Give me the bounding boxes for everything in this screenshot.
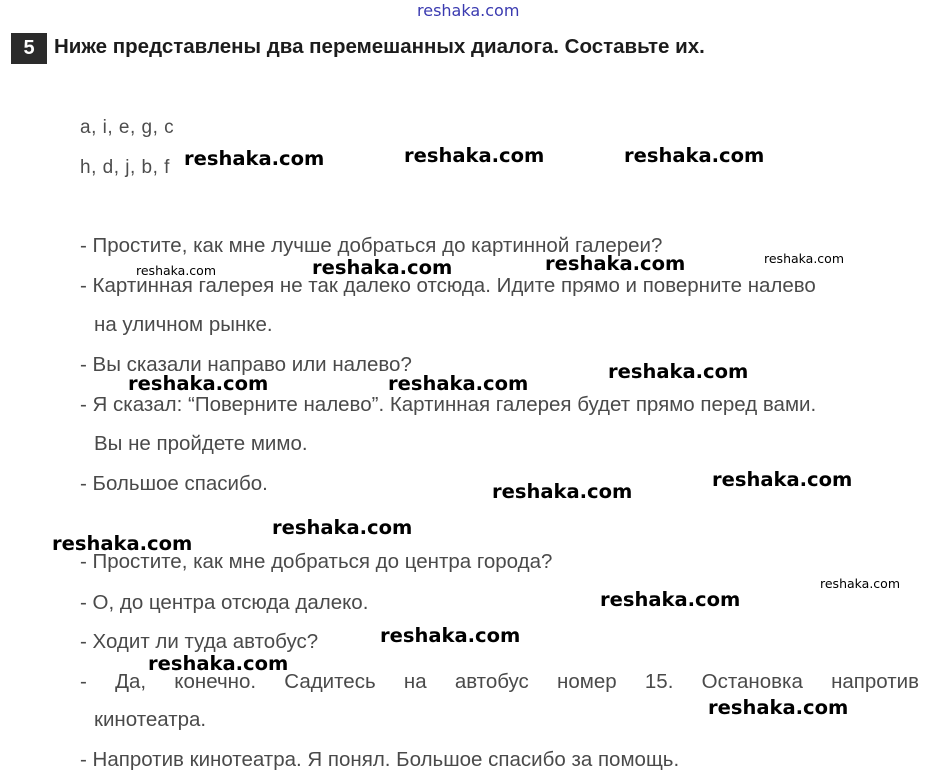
watermark-text: reshaka.com xyxy=(708,696,849,719)
watermark-text: reshaka.com xyxy=(820,576,900,591)
watermark-text: reshaka.com xyxy=(545,252,686,275)
dialog1-line-5: - Большое спасибо. xyxy=(80,472,268,495)
watermark-text: reshaka.com xyxy=(312,256,453,279)
dialog2-line-4: - Да, конечно. Садитесь на автобус номер 15. Остановка напротив xyxy=(80,670,919,693)
answer-line-1: a, i, e, g, c xyxy=(80,117,175,138)
dialog1-line-4: - Я сказал: “Поверните налево”. Картинная галерея будет прямо перед вами. xyxy=(80,393,817,416)
dialog2-line-1: - Простите, как мне добраться до центра города? xyxy=(80,550,553,573)
site-watermark-top[interactable]: reshaka.com xyxy=(417,1,520,20)
watermark-text: reshaka.com xyxy=(608,360,749,383)
dialog1-line-2-cont: на уличном рынке. xyxy=(94,313,273,336)
watermark-text: reshaka.com xyxy=(272,516,413,539)
exercise-heading: Ниже представлены два перемешанных диалога. Составьте их. xyxy=(54,35,705,58)
dialog1-line-1: - Простите, как мне лучше добраться до картинной галереи? xyxy=(80,234,663,257)
watermark-text: reshaka.com xyxy=(764,251,844,266)
dialog2-line-2: - О, до центра отсюда далеко. xyxy=(80,591,369,614)
watermark-text: reshaka.com xyxy=(388,372,529,395)
watermark-text: reshaka.com xyxy=(136,263,216,278)
dialog1-line-4-cont: Вы не пройдете мимо. xyxy=(94,432,308,455)
watermark-text: reshaka.com xyxy=(184,147,325,170)
dialog1-line-2: - Картинная галерея не так далеко отсюда. Идите прямо и поверните налево xyxy=(80,274,816,297)
watermark-text: reshaka.com xyxy=(380,624,521,647)
watermark-text: reshaka.com xyxy=(624,144,765,167)
exercise-number-badge: 5 xyxy=(11,33,47,64)
watermark-text: reshaka.com xyxy=(600,588,741,611)
watermark-text: reshaka.com xyxy=(148,652,289,675)
watermark-text: reshaka.com xyxy=(404,144,545,167)
dialog1-line-3: - Вы сказали направо или налево? xyxy=(80,353,412,376)
dialog2-line-4-cont: кинотеатра. xyxy=(94,708,207,731)
watermark-text: reshaka.com xyxy=(712,468,853,491)
watermark-text: reshaka.com xyxy=(128,372,269,395)
answer-line-2: h, d, j, b, f xyxy=(80,157,170,178)
watermark-text: reshaka.com xyxy=(52,532,193,555)
dialog2-line-3: - Ходит ли туда автобус? xyxy=(80,630,319,653)
watermark-text: reshaka.com xyxy=(492,480,633,503)
dialog2-line-5: - Напротив кинотеатра. Я понял. Большое спасибо за помощь. xyxy=(80,748,680,771)
